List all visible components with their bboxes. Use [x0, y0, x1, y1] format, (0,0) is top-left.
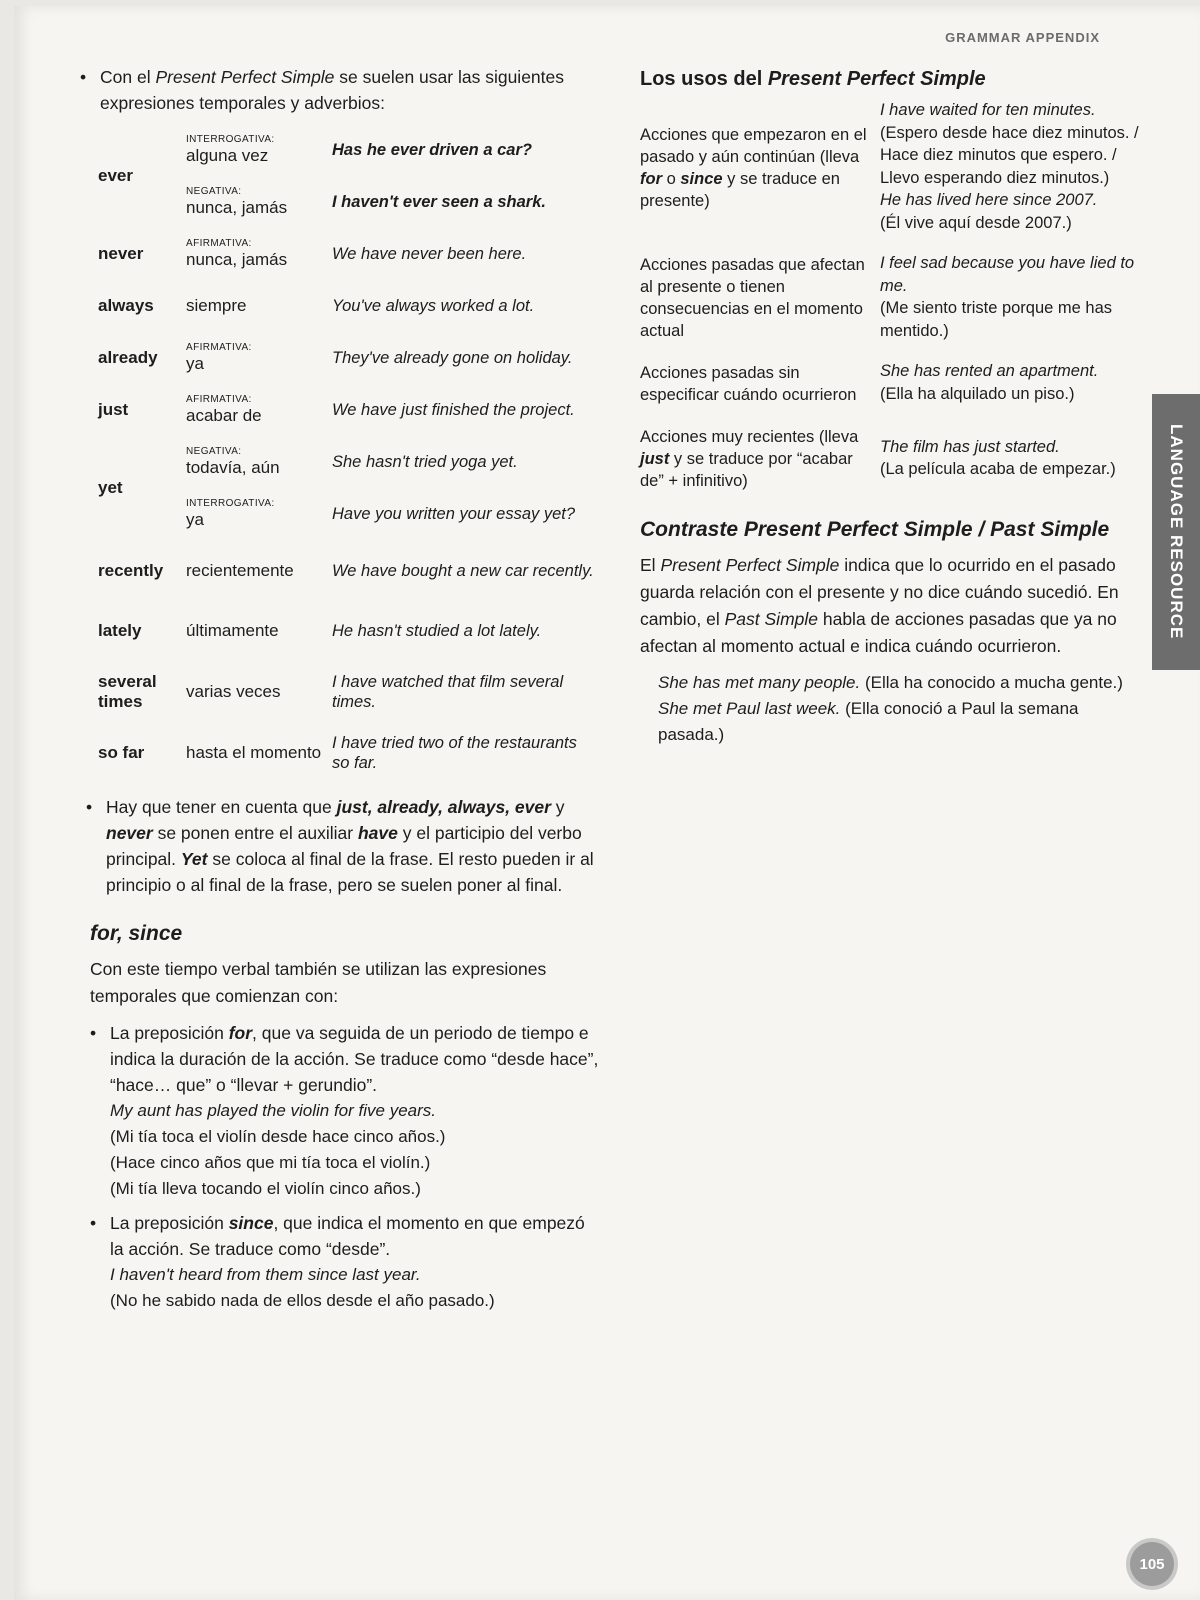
adverb-example: We have never been here.: [332, 245, 527, 263]
adverb-word: yet: [98, 478, 123, 497]
since-text: La preposición: [110, 1213, 229, 1233]
since-example: I haven't heard from them since last year.: [110, 1265, 421, 1284]
adverb-label: INTERROGATIVA:: [186, 498, 275, 509]
adverb-label: AFIRMATIVA:: [186, 394, 252, 405]
adverb-example: We have just finished the project.: [332, 401, 575, 419]
note-bullet: [86, 794, 600, 898]
use-examples: [880, 360, 1140, 406]
adverb-example: You've always worked a lot.: [332, 297, 535, 315]
for-text: La preposición: [110, 1023, 229, 1043]
adverb-word: never: [98, 244, 144, 263]
adverb-row-so-far: [98, 724, 598, 782]
contrast-example-es: (Ella ha conocido a mucha gente.): [860, 673, 1123, 692]
bullet-dot: •: [80, 67, 87, 87]
header-tag: GRAMMAR APPENDIX: [945, 30, 1100, 45]
adverb-row-lately: [98, 602, 598, 660]
adverb-example: They've already gone on holiday.: [332, 349, 573, 367]
adverb-row-yet: [98, 436, 598, 540]
adverb-word: lately: [98, 621, 142, 640]
contrast-text: El: [640, 555, 661, 575]
adverb-translation: nunca, jamás: [186, 198, 288, 217]
use-description: [640, 424, 868, 492]
contrast-text: habla de acciones pasadas que ya no afectan al momento actual e indica cuándo ocurrieron.: [640, 609, 1117, 656]
adverb-translation: varias veces: [186, 682, 281, 701]
adverb-translation: siempre: [186, 296, 247, 315]
note-adverbs: just, already, always, ever: [336, 797, 551, 817]
adverb-example: Has he ever driven a car?: [332, 141, 532, 159]
intro-text: Con el: [100, 67, 156, 87]
adverb-word: always: [98, 296, 154, 315]
contrast-example: [640, 670, 1140, 696]
note-text: se coloca al final de la frase. El resto pueden ir al principio o al final de la frase, pero se suelen poner al final.: [106, 849, 594, 895]
for-example: My aunt has played the violin for five years.: [110, 1101, 436, 1120]
use-example: I have waited for ten minutes.: [880, 101, 1096, 119]
adverb-translation: acabar de: [186, 406, 262, 425]
adverb-label: INTERROGATIVA:: [186, 134, 275, 145]
for-since-section: [90, 922, 600, 1314]
for-since-title: for, since: [90, 922, 183, 945]
adverb-translation: hasta el momento: [186, 743, 322, 762]
adverb-word: several times: [98, 672, 157, 711]
since-word: since: [228, 1213, 274, 1233]
note-text: y el participio del verbo principal.: [106, 823, 582, 869]
for-translation: (Mi tía lleva tocando el violín cinco años.): [110, 1179, 421, 1198]
contrast-section: [640, 518, 1140, 748]
for-text: , que va seguida de un periodo de tiempo e indica la duración de la acción. Se traduce como “desde hace”, “hace… que” o “llevar + gerundio”.: [110, 1023, 599, 1095]
adverb-translation: todavía, aún: [186, 458, 280, 477]
note-have: have: [357, 823, 398, 843]
use-description: Acciones pasadas sin especificar cuándo ocurrieron: [640, 364, 857, 404]
use-desc-text: Acciones que empezaron en el pasado y aún continúan (lleva: [640, 125, 867, 166]
side-tab: [1152, 394, 1200, 670]
page-number: 105: [1130, 1542, 1174, 1586]
adverb-example: We have bought a new car recently.: [332, 562, 594, 580]
adverb-translation: nunca, jamás: [186, 250, 288, 269]
use-row: [640, 360, 1140, 406]
use-desc-text: o: [662, 169, 681, 188]
since-text: , que indica el momento en que empezó la acción. Se traduce como “desde”.: [110, 1213, 585, 1259]
note-text: Hay que tener en cuenta que: [106, 797, 337, 817]
for-since-intro: Con este tiempo verbal también se utilizan las expresiones temporales que comienzan con:: [90, 959, 547, 1006]
adverb-translation: últimamente: [186, 621, 279, 640]
use-example: He has lived here since 2007.: [880, 191, 1098, 209]
contrast-example-es: (Ella conoció a Paul la semana pasada.): [658, 699, 1079, 744]
uses-title-text: Los usos del: [640, 68, 768, 90]
right-column: [640, 68, 1140, 748]
use-translation: (La película acaba de empezar.): [880, 460, 1116, 478]
adverb-label: AFIRMATIVA:: [186, 342, 252, 353]
use-desc-text: y se traduce en presente): [640, 169, 840, 210]
use-row: [640, 99, 1140, 234]
use-examples: [880, 436, 1140, 481]
contrast-example: [640, 696, 1140, 748]
use-desc-for: for: [640, 169, 662, 188]
use-translation: (Él vive aquí desde 2007.): [880, 213, 1072, 232]
use-description: [640, 122, 868, 212]
for-word: for: [228, 1023, 253, 1043]
adverb-translation: recientemente: [186, 561, 294, 580]
note-text: se ponen entre el auxiliar: [152, 823, 358, 843]
since-bullet: [90, 1210, 600, 1314]
use-desc-text: y se traduce por “acabar de” + infinitivo): [640, 450, 853, 490]
use-examples: [880, 252, 1140, 342]
adverb-example: He hasn't studied a lot lately.: [332, 622, 542, 640]
contrast-example-en: She met Paul last week.: [658, 699, 841, 718]
adverb-translation: alguna vez: [186, 146, 269, 165]
adverb-row-already: [98, 332, 598, 384]
use-desc-since: since: [680, 169, 723, 188]
use-desc-just: just: [640, 450, 670, 468]
contrast-tense: Past Simple: [724, 609, 818, 629]
contrast-title: Contraste Present Perfect Simple / Past Simple: [640, 518, 1110, 541]
adverb-label: NEGATIVA:: [186, 186, 242, 197]
use-translation: (Ella ha alquilado un piso.): [880, 384, 1075, 403]
adverb-example: I have watched that film several times.: [332, 673, 564, 711]
adverb-word: ever: [98, 166, 133, 185]
adverb-translation: ya: [186, 510, 204, 529]
contrast-example-en: She has met many people.: [658, 673, 861, 692]
note-yet: Yet: [180, 849, 208, 869]
note-adverb-never: never: [106, 823, 153, 843]
adverb-example: I have tried two of the restaurants so far.: [332, 734, 577, 772]
adverb-table: [98, 124, 598, 782]
contrast-text: indica que lo ocurrido en el pasado guarda relación con el presente y no dice cuándo sucedió. En cambio, el: [640, 555, 1119, 629]
adverb-translation: ya: [186, 354, 204, 373]
adverb-example: Have you written your essay yet?: [332, 505, 576, 523]
use-translation: (Espero desde hace diez minutos. / Hace diez minutos que espero. / Llevo esperando diez minutos.): [880, 123, 1139, 187]
adverb-word: just: [98, 400, 129, 419]
adverb-row-several-times: [98, 660, 598, 724]
adverb-label: AFIRMATIVA:: [186, 238, 252, 249]
adverb-row-ever: [98, 124, 598, 228]
use-translation: (Me siento triste porque me has mentido.): [880, 299, 1113, 340]
adverb-word: already: [98, 348, 158, 367]
for-translation: (Hace cinco años que mi tía toca el violín.): [110, 1153, 431, 1172]
use-row: [640, 252, 1140, 342]
side-tab-label: LANGUAGE RESOURCE: [1167, 424, 1186, 640]
adverb-row-always: [98, 280, 598, 332]
bullet-dot: •: [86, 797, 93, 817]
uses-title-tense: Present Perfect Simple: [767, 68, 986, 90]
intro-tense: Present Perfect Simple: [155, 67, 335, 87]
bullet-dot: •: [90, 1213, 97, 1233]
adverb-word: recently: [98, 561, 164, 580]
use-example: I feel sad because you have lied to me.: [880, 254, 1135, 295]
adverb-example: She hasn't tried yoga yet.: [332, 453, 518, 471]
adverb-example: I haven't ever seen a shark.: [332, 193, 546, 211]
adverb-row-recently: [98, 540, 598, 602]
bullet-dot: •: [90, 1023, 97, 1043]
for-translation: (Mi tía toca el violín desde hace cinco años.): [110, 1127, 446, 1146]
contrast-paragraph: [640, 552, 1140, 660]
use-example: The film has just started.: [880, 437, 1060, 456]
use-desc-text: Acciones muy recientes (lleva: [640, 428, 859, 446]
use-examples: [880, 99, 1140, 234]
adverb-row-just: [98, 384, 598, 436]
left-column: [80, 64, 600, 1314]
intro-text-end: se suelen usar las siguientes expresiones temporales y adverbios:: [100, 67, 564, 113]
intro-bullet: [80, 64, 600, 116]
for-bullet: [90, 1020, 600, 1202]
page: [14, 6, 1200, 1600]
adverb-row-never: [98, 228, 598, 280]
adverb-label: NEGATIVA:: [186, 446, 242, 457]
note-text: y: [550, 797, 565, 817]
adverb-word: so far: [98, 743, 145, 762]
use-description: Acciones pasadas que afectan al presente o tienen consecuencias en el momento actual: [640, 256, 865, 340]
since-translation: (No he sabido nada de ellos desde el año pasado.): [110, 1291, 495, 1310]
use-example: She has rented an apartment.: [880, 362, 1099, 380]
contrast-tense: Present Perfect Simple: [660, 555, 840, 575]
uses-title: [640, 68, 1140, 91]
use-row: [640, 424, 1140, 492]
